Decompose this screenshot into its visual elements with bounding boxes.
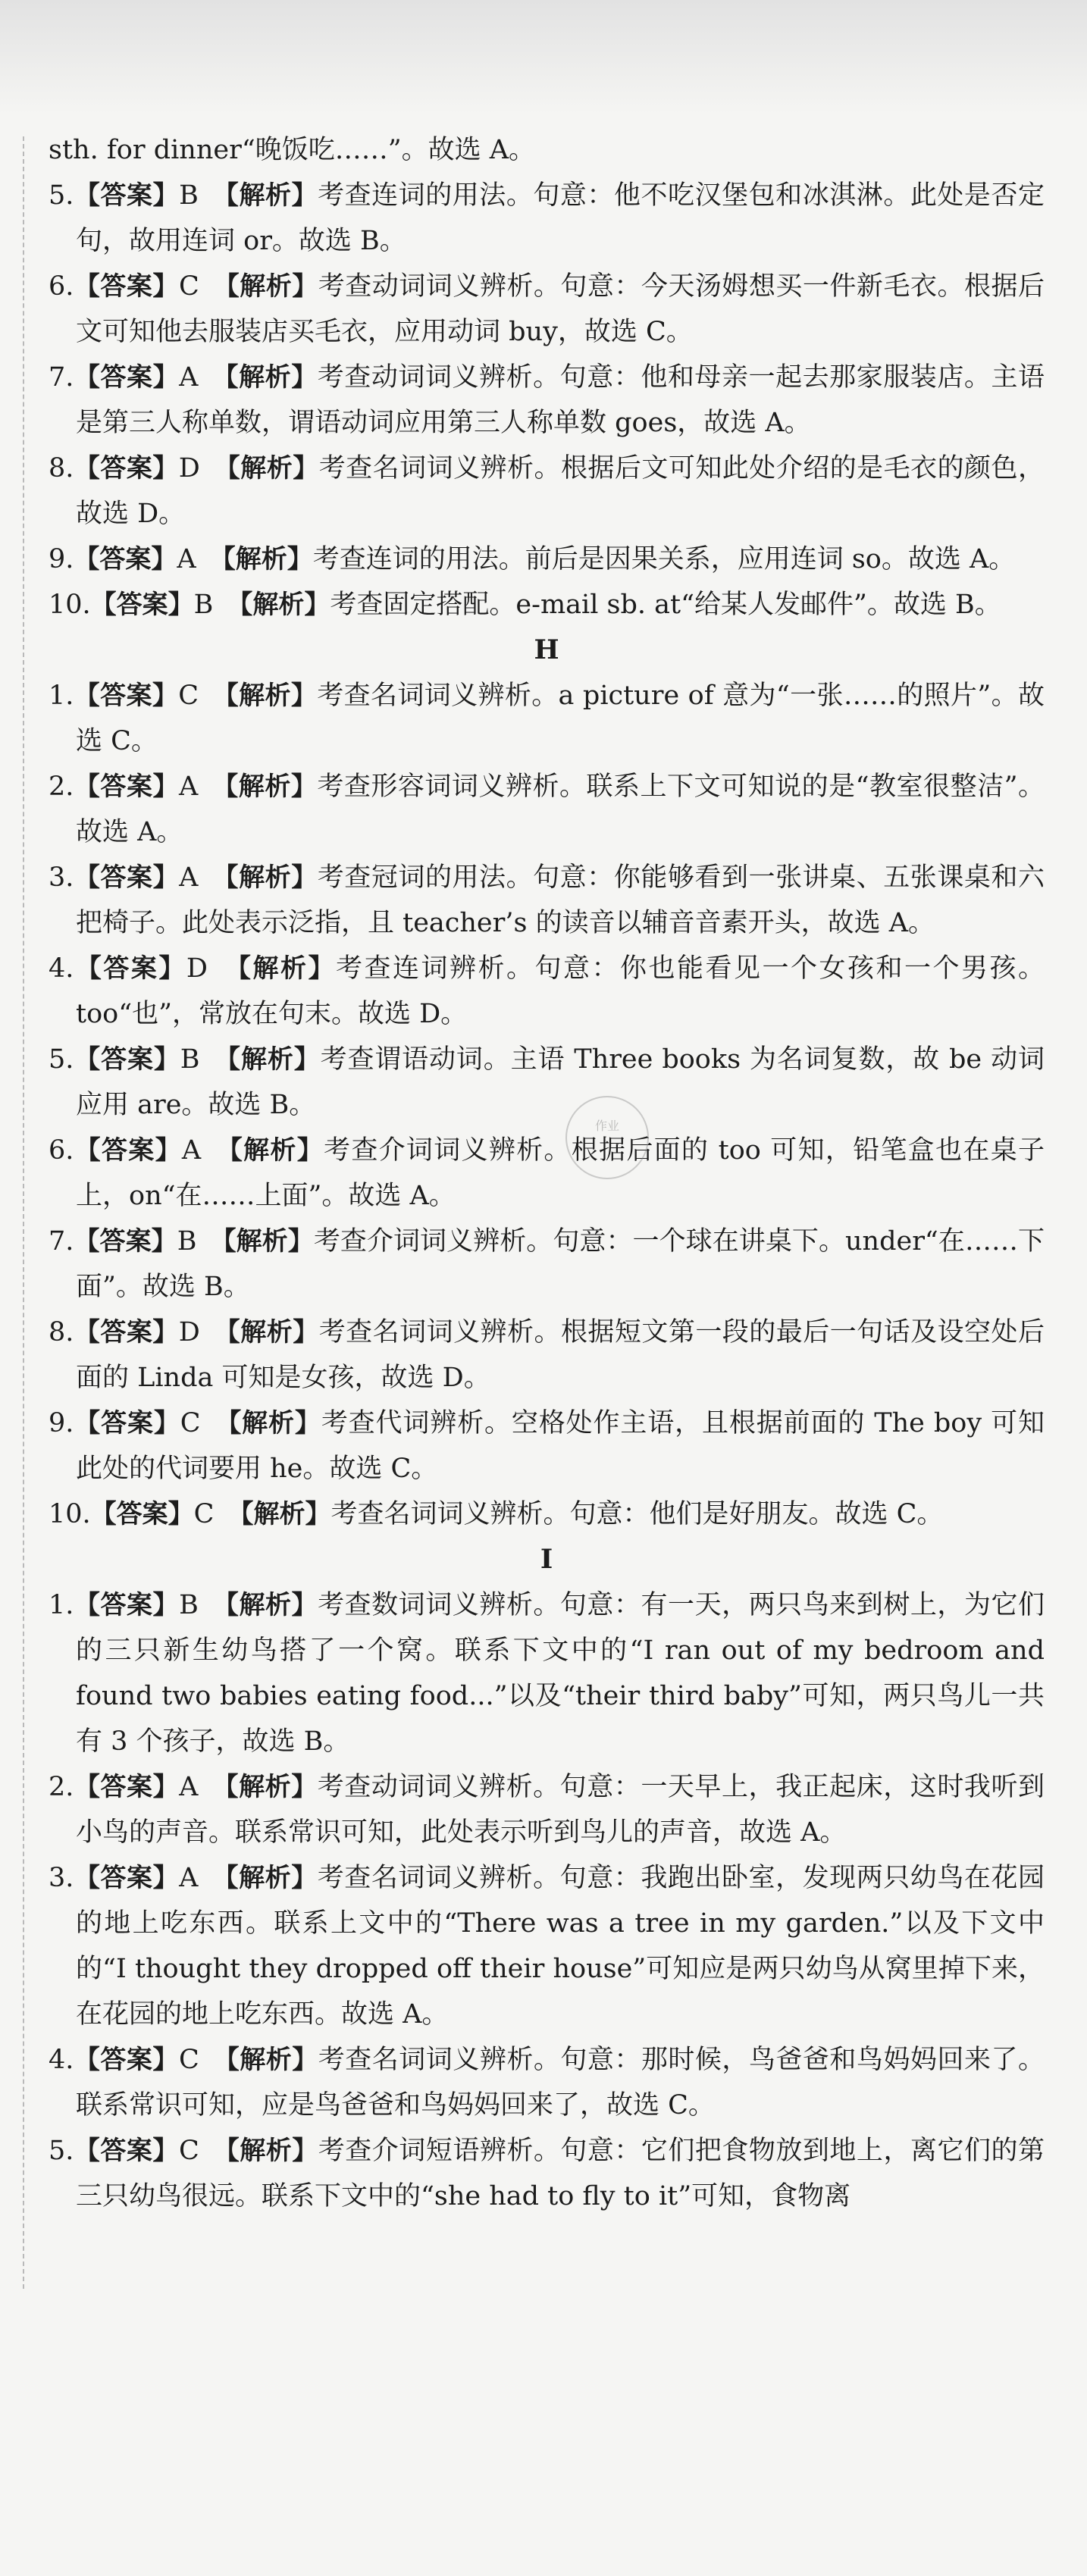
section-i-items bbox=[49, 1582, 1045, 2219]
answer-item: 5.【答案】B 【解析】考查连词的用法。句意：他不吃汉堡包和冰淇淋。此处是否定句，故用连词 or。故选 B。 bbox=[49, 180, 1045, 256]
section-g-items bbox=[49, 173, 1045, 628]
answer-item: 2.【答案】A 【解析】考查动词词义辨析。句意：一天早上，我正起床，这时我听到小鸟的声音。联系常识可知，此处表示听到鸟儿的声音，故选 A。 bbox=[49, 1772, 1045, 1848]
continued-text: sth. for dinner“晚饭吃……”。故选 A。 bbox=[49, 135, 536, 165]
answer-item: 5.【答案】C 【解析】考查介词短语辨析。句意：它们把食物放到地上，离它们的第三只幼鸟很远。联系下文中的“she had to fly to it”可知，食物离 bbox=[49, 2136, 1045, 2211]
answer-item: 1.【答案】C 【解析】考查名词词义辨析。a picture of 意为“一张……的照片”。故选 C。 bbox=[49, 681, 1045, 756]
answer-item: 10.【答案】C 【解析】考查名词词义辨析。句意：他们是好朋友。故选 C。 bbox=[49, 1499, 944, 1529]
answer-item: 9.【答案】C 【解析】考查代词辨析。空格处作主语，且根据前面的 The boy 可知此处的代词要用 he。故选 C。 bbox=[49, 1408, 1045, 1484]
binding-margin-line bbox=[23, 136, 24, 2289]
section-h-items bbox=[49, 673, 1045, 1537]
answer-item: 9.【答案】A 【解析】考查连词的用法。前后是因果关系，应用连词 so。故选 A。 bbox=[49, 544, 1016, 574]
top-shade bbox=[0, 0, 1087, 114]
answer-item: 3.【答案】A 【解析】考查冠词的用法。句意：你能够看到一张讲桌、五张课桌和六把椅子。此处表示泛指，且 teacher’s 的读音以辅音音素开头，故选 A。 bbox=[49, 862, 1045, 938]
answer-item: 4.【答案】D 【解析】考查连词辨析。句意：你也能看见一个女孩和一个男孩。too“也”，常放在句末。故选 D。 bbox=[49, 953, 1045, 1029]
answer-item: 8.【答案】D 【解析】考查名词词义辨析。根据后文可知此处介绍的是毛衣的颜色，故选 D。 bbox=[49, 453, 1045, 529]
answer-content bbox=[49, 127, 1045, 2219]
watermark-stamp: 作业 bbox=[565, 1096, 649, 1179]
answer-item: 1.【答案】B 【解析】考查数词词义辨析。句意：有一天，两只鸟来到树上，为它们的三只新生幼鸟搭了一个窝。联系下文中的“I ran out of my bedroom and found two babies eating food...”以及“their third baby”可知，两只鸟儿一共有 3 个孩子，故选 B。 bbox=[49, 1590, 1045, 1757]
section-i-heading: I bbox=[540, 1544, 553, 1575]
answer-item: 6.【答案】C 【解析】考查动词词义辨析。句意：今天汤姆想买一件新毛衣。根据后文可知他去服装店买毛衣，应用动词 buy，故选 C。 bbox=[49, 271, 1045, 347]
answer-item: 4.【答案】C 【解析】考查名词词义辨析。句意：那时候，鸟爸爸和鸟妈妈回来了。联系常识可知，应是鸟爸爸和鸟妈妈回来了，故选 C。 bbox=[49, 2045, 1045, 2121]
answer-item: 10.【答案】B 【解析】考查固定搭配。e-mail sb. at“给某人发邮件”。故选 B。 bbox=[49, 590, 1001, 620]
answer-item: 6.【答案】A 【解析】考查介词词义辨析。根据后面的 too 可知，铅笔盒也在桌子上，on“在……上面”。故选 A。 bbox=[49, 1135, 1045, 1211]
answer-item: 3.【答案】A 【解析】考查名词词义辨析。句意：我跑出卧室，发现两只幼鸟在花园的地上吃东西。联系上文中的“There was a tree in my garden.”以及下文中的“I thought they dropped off their house”可知应是两只幼鸟从窝里掉下来，在花园的地上吃东西。故选 A。 bbox=[49, 1863, 1045, 2030]
answer-item: 7.【答案】B 【解析】考查介词词义辨析。句意：一个球在讲桌下。under“在……下面”。故选 B。 bbox=[49, 1226, 1045, 1302]
answer-item: 7.【答案】A 【解析】考查动词词义辨析。句意：他和母亲一起去那家服装店。主语是第三人称单数，谓语动词应用第三人称单数 goes，故选 A。 bbox=[49, 362, 1045, 438]
section-h-heading: H bbox=[534, 634, 559, 665]
answer-item: 5.【答案】B 【解析】考查谓语动词。主语 Three books 为名词复数，故 be 动词应用 are。故选 B。 bbox=[49, 1044, 1045, 1120]
answer-item: 2.【答案】A 【解析】考查形容词词义辨析。联系上下文可知说的是“教室很整洁”。故选 A。 bbox=[49, 772, 1045, 847]
answer-item: 8.【答案】D 【解析】考查名词词义辨析。根据短文第一段的最后一句话及设空处后面的 Linda 可知是女孩，故选 D。 bbox=[49, 1317, 1045, 1393]
